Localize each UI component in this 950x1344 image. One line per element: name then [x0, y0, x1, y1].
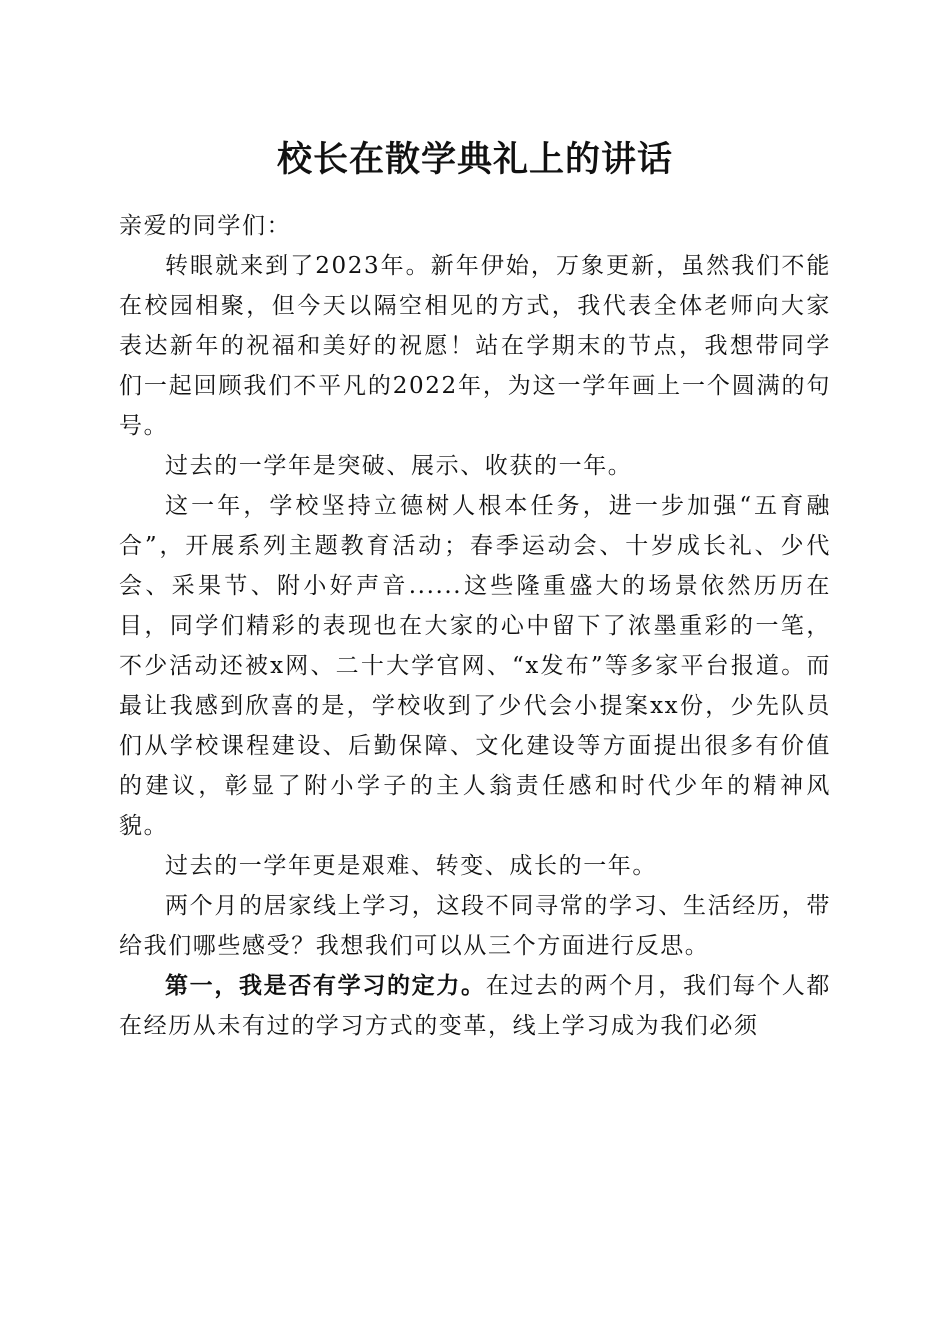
paragraph-6 [119, 966, 831, 1046]
page-title: 校长在散学典礼上的讲话 [276, 139, 673, 180]
paragraph-3: 这一年，学校坚持立德树人根本任务，进一步加强“五育融合”，开展系列主题教育活动；春季运动会、十岁成长礼、少代会、采果节、附小好声音......这些隆重盛大的场景依然历历在目，同学们精彩的表现也在大家的心中留下了浓墨重彩的一笔，不少活动还被x网、二十大学官网、“x发布”等多家平台报道。而最让我感到欣喜的是，学校收到了少代会小提案xx份，少先队员们从学校课程建设、后勤保障、文化建设等方面提出很多有价值的建议，彰显了附小学子的主人翁责任感和时代少年的精神风貌。 [119, 493, 831, 839]
paragraph-2: 过去的一学年是突破、展示、收获的一年。 [165, 453, 633, 479]
paragraph-4: 过去的一学年更是艰难、转变、成长的一年。 [165, 853, 657, 879]
salutation: 亲爱的同学们： [119, 213, 292, 239]
paragraph-5: 两个月的居家线上学习，这段不同寻常的学习、生活经历，带给我们哪些感受？我想我们可以从三个方面进行反思。 [119, 893, 831, 959]
document-body [119, 206, 831, 1046]
paragraph-6-text: 在过去的两个月，我们每个人都在经历从未有过的学习方式的变革，线上学习成为我们必须 [119, 973, 831, 1039]
paragraph-6-bold-lead: 第一，我是否有学习的定力。 [165, 972, 486, 999]
paragraph-1: 转眼就来到了2023年。新年伊始，万象更新，虽然我们不能在校园相聚，但今天以隔空相见的方式，我代表全体老师向大家表达新年的祝福和美好的祝愿！站在学期末的节点，我想带同学们一起回顾我们不平凡的2022年，为这一学年画上一个圆满的句号。 [119, 253, 831, 439]
